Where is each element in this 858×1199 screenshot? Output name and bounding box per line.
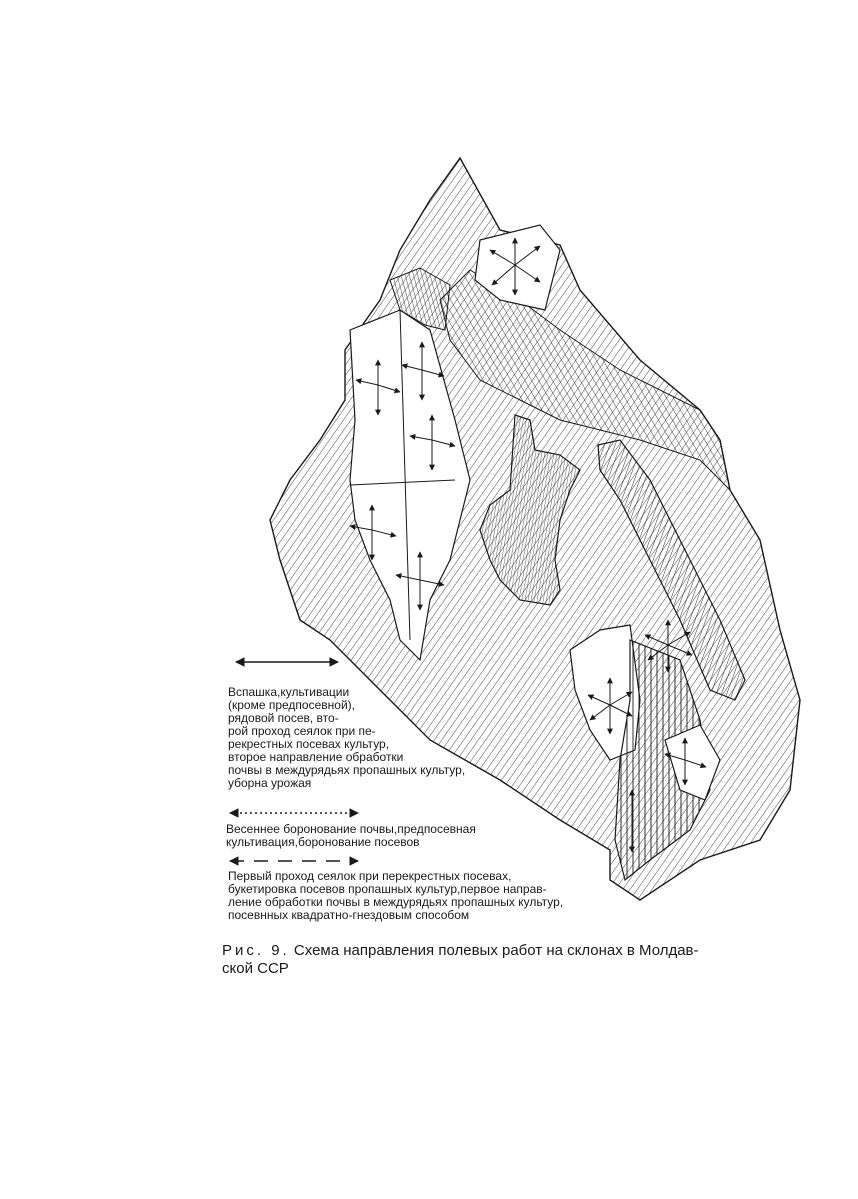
- caption-line-2: ской ССР: [222, 960, 289, 977]
- legend-text-2: Весеннее боронование почвы,предпосевная культивация,боронование посевов: [226, 822, 476, 849]
- caption-label: Рис. 9.: [222, 942, 290, 959]
- legend-text-3: Первый проход сеялок при перекрестных посевах, букетировка посевов пропашных культур,первое направ- ление обработки почвы в междурядьях пропашных культур, посевнных квадратно-гнездовым способом: [228, 869, 564, 922]
- caption-line-1: Схема направления полевых работ на склонах в Молдав-: [293, 942, 699, 959]
- legend-text-1: Вспашка,культивации (кроме предпосевной), рядовой посев, вто- рой проход сеялок при пе- рекрестных посевах культур, второе направление обработки почвы в междурядьях пропашных культур, уборна урожая: [228, 685, 466, 790]
- figure-caption: [222, 942, 782, 978]
